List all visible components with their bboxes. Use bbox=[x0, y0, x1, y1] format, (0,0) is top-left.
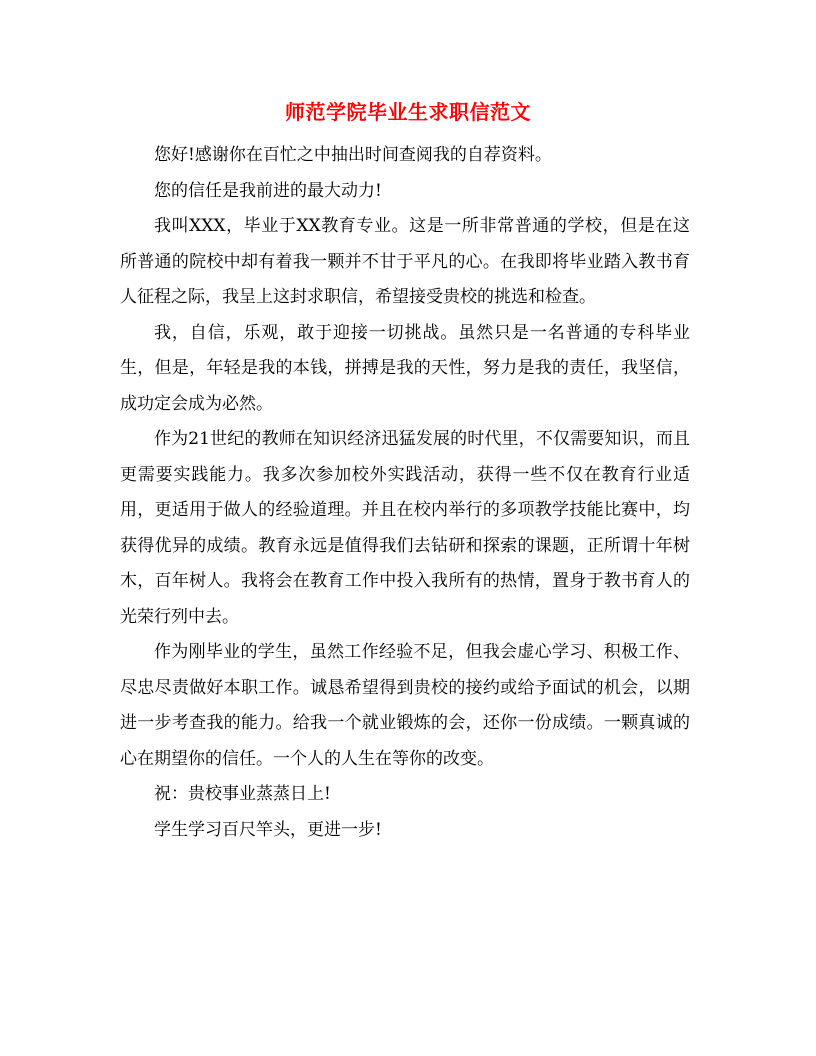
commitment-paragraph: 作为刚毕业的学生，虽然工作经验不足，但我会虚心学习、积极工作、尽忠尽责做好本职工作。诚恳希望得到贵校的接约或给予面试的机会，以期进一步考查我的能力。给我一个就业锻炼的会，还你一份成绩。一颗真诚的心在期望你的信任。一个人的人生在等你的改变。 bbox=[120, 642, 690, 769]
letter-body bbox=[120, 138, 690, 848]
document-title: 师范学院毕业生求职信范文 bbox=[285, 100, 531, 124]
experience-paragraph: 作为21世纪的教师在知识经济迅猛发展的时代里，不仅需要知识，而且更需要实践能力。我多次参加校外实践活动，获得一些不仅在教育行业适用，更适用于做人的经验道理。并且在校内举行的多项教学技能比赛中，均获得优异的成绩。教育永远是值得我们去钻研和探索的课题，正所谓十年树木，百年树人。我将会在教育工作中投入我所有的热情，置身于教书育人的光荣行列中去。 bbox=[120, 429, 690, 627]
introduction-paragraph: 我叫XXX，毕业于XX教育专业。这是一所非常普通的学校，但是在这所普通的院校中却有着我一颗并不甘于平凡的心。在我即将毕业踏入教书育人征程之际，我呈上这封求职信，希望接受贵校的挑选和检查。 bbox=[120, 216, 690, 307]
wish-paragraph: 祝：贵校事业蒸蒸日上! bbox=[154, 784, 331, 804]
greeting-paragraph: 您好!感谢你在百忙之中抽出时间查阅我的自荐资料。 bbox=[154, 145, 552, 165]
trust-paragraph: 您的信任是我前进的最大动力! bbox=[154, 180, 382, 201]
personality-paragraph: 我，自信，乐观，敢于迎接一切挑战。虽然只是一名普通的专科毕业生，但是，年轻是我的本钱，拼搏是我的天性，努力是我的责任，我坚信，成功定会成为必然。 bbox=[120, 322, 690, 414]
closing-paragraph: 学生学习百尺竿头，更进一步! bbox=[154, 819, 382, 840]
